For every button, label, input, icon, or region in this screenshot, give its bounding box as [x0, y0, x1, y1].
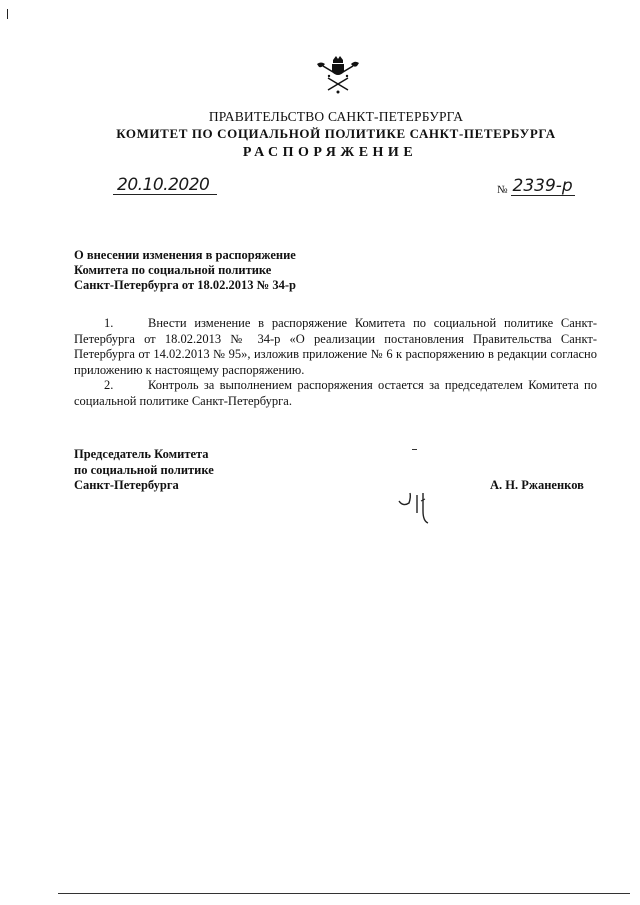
- paragraph-2: [74, 378, 597, 409]
- coat-of-arms-icon: [313, 54, 363, 96]
- position-line: по социальной политике: [74, 462, 214, 477]
- paragraph-number: 1.: [104, 316, 114, 330]
- document-number-block: [497, 177, 575, 196]
- government-heading: ПРАВИТЕЛЬСТВО САНКТ-ПЕТЕРБУРГА: [208, 109, 464, 124]
- number-sign: №: [497, 184, 508, 196]
- scan-artifact: [7, 9, 8, 19]
- handwritten-signature: [393, 487, 438, 529]
- subject-line: О внесении изменения в распоряжение: [74, 248, 296, 262]
- paragraph-number: 2.: [104, 378, 114, 392]
- position-line: Председатель Комитета: [74, 447, 209, 461]
- position-line: Санкт-Петербурга: [74, 478, 179, 492]
- document-type-title: РАСПОРЯЖЕНИЕ: [242, 145, 418, 160]
- document-body: [74, 316, 597, 409]
- document-number: 2339-р: [512, 176, 573, 196]
- subject-line: Санкт-Петербурга от 18.02.2013 № 34-р: [74, 278, 296, 292]
- paragraph-1: [74, 316, 597, 378]
- document-subject: [74, 248, 296, 293]
- subject-line: Комитета по социальной политике: [74, 263, 272, 277]
- signatory-position: [74, 447, 214, 494]
- scan-artifact: [412, 449, 417, 450]
- committee-heading: КОМИТЕТ ПО СОЦИАЛЬНОЙ ПОЛИТИКЕ САНКТ-ПЕТЕРБУРГА: [116, 126, 556, 141]
- paragraph-text: Внести изменение в распоряжение Комитета по социальной политике Санкт-Петербурга от 18.02.2013 № 34-р «О реализации постановления Правительства Санкт-Петербурга от 14.02.2013 № 95», изложив приложение № 6 к распоряжению в редакции согласно приложению к настоящему распоряжению.: [74, 316, 597, 377]
- document-date: 20.10.2020: [113, 176, 217, 195]
- page-bottom-divider: [58, 893, 630, 894]
- paragraph-text: Контроль за выполнением распоряжения остается за председателем Комитета по социальной политике Санкт-Петербурга.: [74, 378, 597, 408]
- signatory-name: А. Н. Ржаненков: [490, 478, 584, 492]
